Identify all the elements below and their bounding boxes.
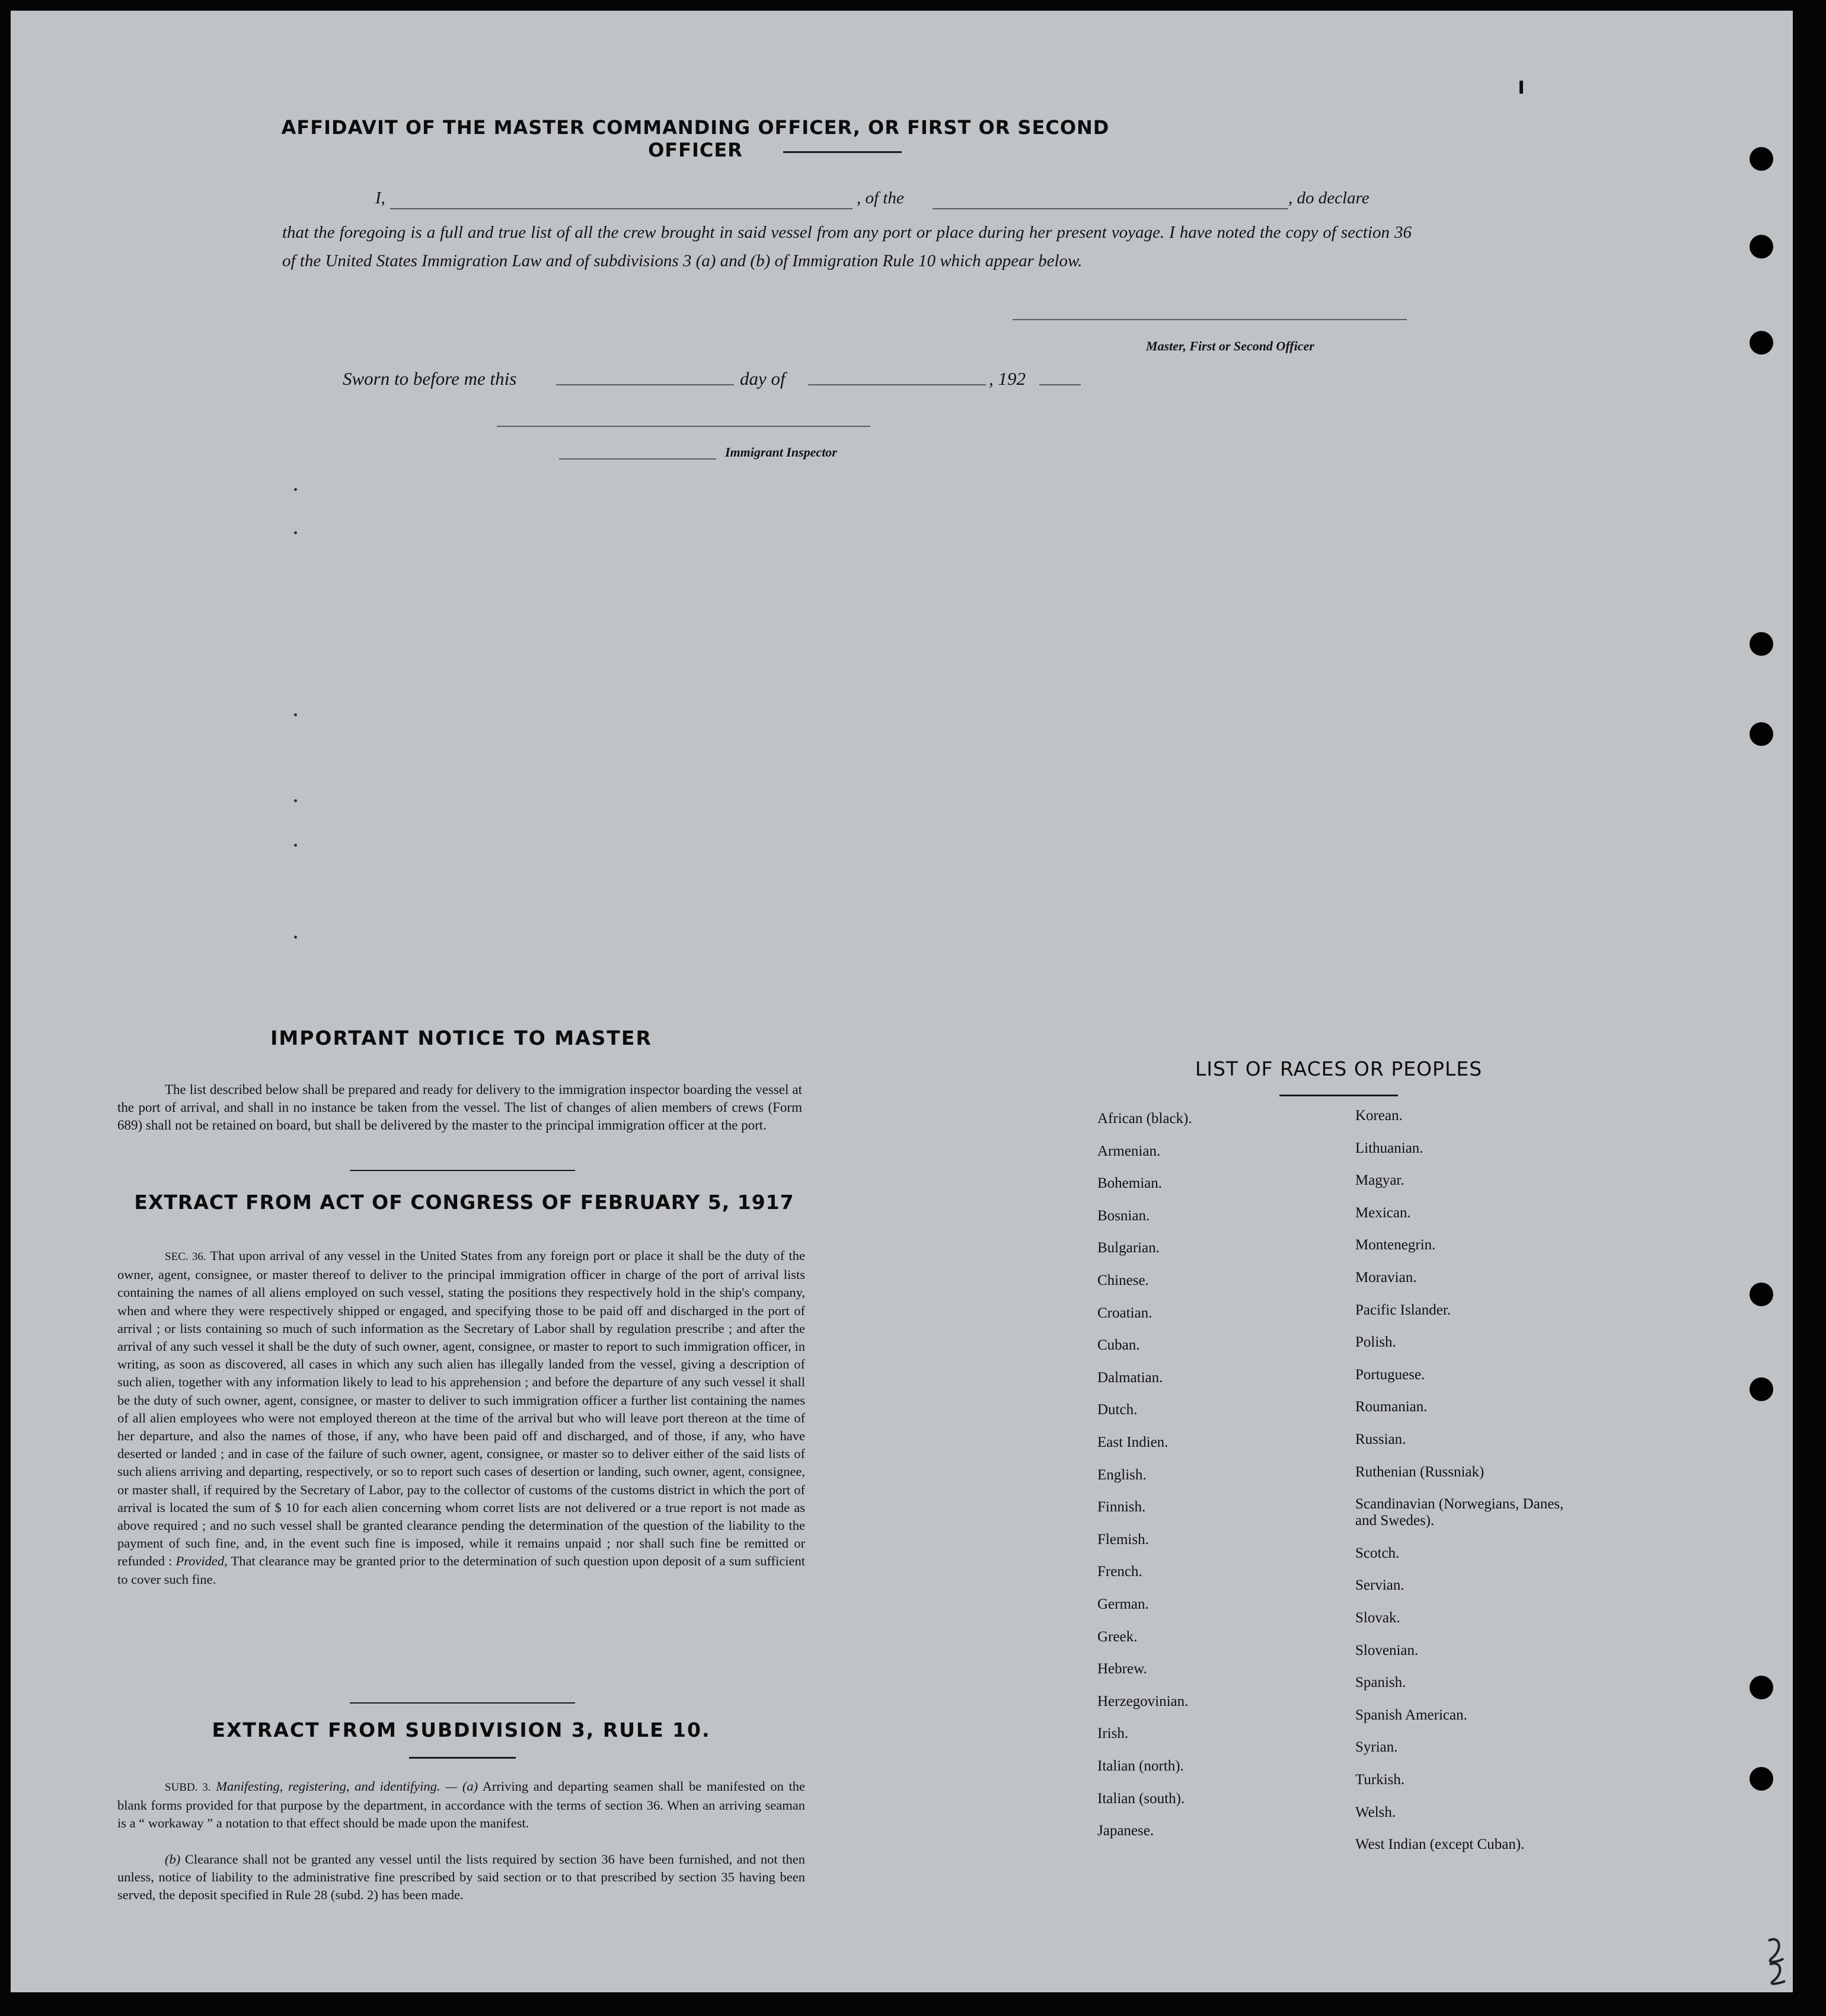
race-item: Lithuanian.	[1355, 1140, 1423, 1156]
rule-subd-a	[117, 1778, 805, 1833]
document-page	[11, 11, 1793, 1992]
race-item: Italian (south).	[1097, 1790, 1185, 1807]
race-item: Italian (north).	[1097, 1758, 1184, 1774]
race-item: Herzegovinian.	[1097, 1693, 1189, 1709]
race-item: Greek.	[1097, 1628, 1138, 1645]
inspector-sub-line	[559, 458, 716, 460]
race-item: Japanese.	[1097, 1823, 1154, 1839]
rule-subd-heading: Manifesting, registering, and identifying. — (a)	[216, 1779, 478, 1794]
punch-hole	[1750, 1377, 1773, 1401]
race-item: Montenegrin.	[1355, 1237, 1436, 1253]
affidavit-title: AFFIDAVIT OF THE MASTER COMMANDING OFFICER, OR FIRST OR SECOND OFFICER	[281, 116, 1110, 161]
race-item: Welsh.	[1355, 1804, 1396, 1820]
signature-line[interactable]	[1013, 319, 1407, 320]
punch-hole	[1750, 331, 1773, 355]
vessel-blank[interactable]	[933, 208, 1288, 209]
punch-hole	[1750, 632, 1773, 656]
race-item: Russian.	[1355, 1431, 1406, 1447]
rule-subd-b-text: Clearance shall not be granted any vessel until the lists required by section 36 have been furnished, and not then unless, notice of liability to the administrative fine prescribed by said section or to that prescribed by section 35 having been served, the deposit specified in Rule 28 (subd. 2) has been made.	[117, 1852, 805, 1903]
race-item: Roumanian.	[1355, 1399, 1428, 1415]
punch-hole	[1750, 1283, 1773, 1306]
race-item: Dalmatian.	[1097, 1369, 1163, 1386]
race-item: Flemish.	[1097, 1531, 1149, 1548]
notice-title: IMPORTANT NOTICE TO MASTER	[270, 1026, 652, 1050]
sworn-day-of: day of	[740, 368, 786, 389]
declare-do-declare: , do declare	[1288, 189, 1370, 208]
act-body	[117, 1247, 805, 1588]
race-item: Syrian.	[1355, 1739, 1398, 1756]
bleed-dot	[294, 488, 297, 491]
act-title: EXTRACT FROM ACT OF CONGRESS OF FEBRUARY 5, 1917	[134, 1191, 794, 1214]
bleed-dot	[294, 713, 297, 716]
rule-subd-a-text: Arriving and departing seamen shall be manifested on the blank forms provided for that purpose by the department, in accordance with the terms of section 36. When an arriving seaman is a “ workaway ” a notation to that effect should be made upon the manifest.	[117, 1779, 806, 1831]
rule-subd-b	[117, 1851, 805, 1905]
races-title: LIST OF RACES OR PEOPLES	[1195, 1057, 1483, 1080]
punch-hole	[1750, 1767, 1773, 1791]
notice-body: The list described below shall be prepared and ready for delivery to the immigration inspector boarding the vessel at the port of arrival, and shall in no instance be taken from the vessel. The list of changes of alien members of crews (Form 689) shall not be retained on board, but shall be delivered by the master to the principal immigration officer at the port.	[117, 1082, 802, 1133]
race-item: Portuguese.	[1355, 1366, 1425, 1383]
race-item: Chinese.	[1097, 1272, 1149, 1288]
race-item: Finnish.	[1097, 1499, 1146, 1516]
rule-subd-label: SUBD. 3.	[165, 1781, 211, 1794]
race-item: Ruthenian (Russniak)	[1355, 1463, 1485, 1480]
bleed-dot	[294, 936, 297, 939]
bleed-dot	[294, 799, 297, 802]
act-body-end: That clearance may be granted prior to the determination of such question upon deposit of a sum sufficient to cover such fine.	[117, 1554, 806, 1587]
race-item: Armenian.	[1097, 1143, 1161, 1159]
race-item: Scandinavian (Norwegians, Danes, and Swedes).	[1355, 1496, 1564, 1529]
race-item: Slovak.	[1355, 1610, 1400, 1626]
race-item: Turkish.	[1355, 1772, 1405, 1788]
punch-hole	[1750, 235, 1773, 259]
punch-hole	[1750, 722, 1773, 746]
inspector-signature-line[interactable]	[497, 426, 870, 427]
affidavit-body: that the foregoing is a full and true list of all the crew brought in said vessel from any port or place during her present voyage. I have noted the copy of section 36 of the United States Immigration Law and of subdivisions 3 (a) and (b) of Immigration Rule 10 which appear below.	[282, 223, 1412, 270]
race-item: Scotch.	[1355, 1545, 1400, 1561]
race-item: Spanish American.	[1355, 1706, 1467, 1723]
race-item: English.	[1097, 1466, 1147, 1483]
signature-caption: Master, First or Second Officer	[1146, 339, 1314, 353]
sworn-day-blank[interactable]	[556, 384, 734, 385]
race-item: Bulgarian.	[1097, 1240, 1160, 1256]
race-item: Pacific Islander.	[1355, 1302, 1451, 1318]
race-item: Irish.	[1097, 1725, 1129, 1742]
race-item: German.	[1097, 1596, 1149, 1612]
rule-title-rule	[409, 1757, 516, 1759]
race-item: Dutch.	[1097, 1402, 1138, 1418]
rule-subd-b-label: (b)	[165, 1852, 181, 1867]
inspector-caption: Immigrant Inspector	[725, 445, 837, 460]
race-item: East Indien.	[1097, 1434, 1169, 1450]
sworn-year-blank[interactable]	[1039, 384, 1081, 385]
punch-hole	[1750, 1676, 1773, 1699]
race-item: West Indian (except Cuban).	[1355, 1836, 1525, 1853]
act-rule	[350, 1702, 575, 1704]
declare-i: I,	[375, 189, 385, 208]
sworn-month-blank[interactable]	[808, 384, 986, 385]
name-blank[interactable]	[390, 208, 853, 209]
handwritten-page-mark	[1763, 1935, 1792, 1991]
notice-rule	[350, 1170, 575, 1171]
race-item: Hebrew.	[1097, 1661, 1147, 1677]
act-body-text: That upon arrival of any vessel in the United States from any foreign port or place it shall be the duty of the owner, agent, consignee, or master thereof to deliver to the principal immigration officer in charge of the port of arrival lists containing the names of all aliens employed on such vessel, stating the positions they respectively hold in the ship's company, when and where they were respectively shipped or engaged, and specifying those to be paid off and discharged in the port of arrival ; or lists containing so much of such information as the Secretary of Labor shall by regulation prescribe ; and after the arrival of any such vessel it shall be the duty of such owner, agent, consignee, or master to report to such immigration officer, in writing, as soon as discovered, all cases in which any such alien has illegally landed from the vessel, giving a description of such alien, together with any information likely to lead to his apprehension ; and before the departure of any such vessel it shall be the duty of such owner, agent, consignee, or master to deliver to such immigration officer a further list containing the names of all alien employees who were not employed thereon at the time of the arrival but who will leave port thereon at the time of her departure, and also the names of those, if any, who have been paid off and discharged, and of those, if any, who have deserted or landed ; and in case of the failure of such owner, agent, consignee, or master so to deliver either of the said lists of such aliens arriving and departing, respectively, or so to report such cases of desertion or landing, such owner, agent, consignee, or master shall, if required by the Secretary of Labor, pay to the collector of customs of the customs district in which the port of arrival is located the sum of $ 10 for each alien concerning whom corret lists are not delivered or a true report is not made as above required ; and no such vessel shall be granted clearance pending the determination of the question of the liability to the payment of such fine, and, in the event such fine is imposed, while it remains unpaid ; nor shall such fine be remitted or refunded :	[117, 1248, 805, 1569]
affidavit-title-rule	[783, 151, 902, 153]
bleed-dot	[294, 531, 297, 534]
sworn-year: , 192	[989, 368, 1026, 389]
race-item: Spanish.	[1355, 1674, 1406, 1691]
race-item: Bohemian.	[1097, 1175, 1163, 1192]
bleed-dot	[294, 844, 297, 847]
race-item: Polish.	[1355, 1334, 1396, 1351]
race-item: Mexican.	[1355, 1204, 1411, 1221]
act-section-label: SEC. 36.	[165, 1251, 206, 1263]
race-item: Slovenian.	[1355, 1642, 1419, 1658]
race-item: Servian.	[1355, 1577, 1404, 1594]
race-item: Moravian.	[1355, 1269, 1417, 1285]
act-provided: Provided,	[175, 1554, 228, 1569]
race-item: French.	[1097, 1564, 1142, 1580]
race-item: Magyar.	[1355, 1172, 1404, 1189]
races-title-rule	[1279, 1095, 1398, 1096]
race-item: Croatian.	[1097, 1304, 1153, 1321]
corner-mark	[1519, 81, 1523, 94]
sworn-text: Sworn to before me this	[343, 368, 517, 389]
race-item: Cuban.	[1097, 1337, 1140, 1354]
rule-title: EXTRACT FROM SUBDIVISION 3, RULE 10.	[212, 1718, 711, 1741]
punch-hole	[1750, 147, 1773, 171]
race-item: African (black).	[1097, 1111, 1192, 1127]
race-item: Bosnian.	[1097, 1207, 1150, 1224]
race-item: Korean.	[1355, 1108, 1403, 1124]
declare-of-the: , of the	[857, 189, 904, 208]
